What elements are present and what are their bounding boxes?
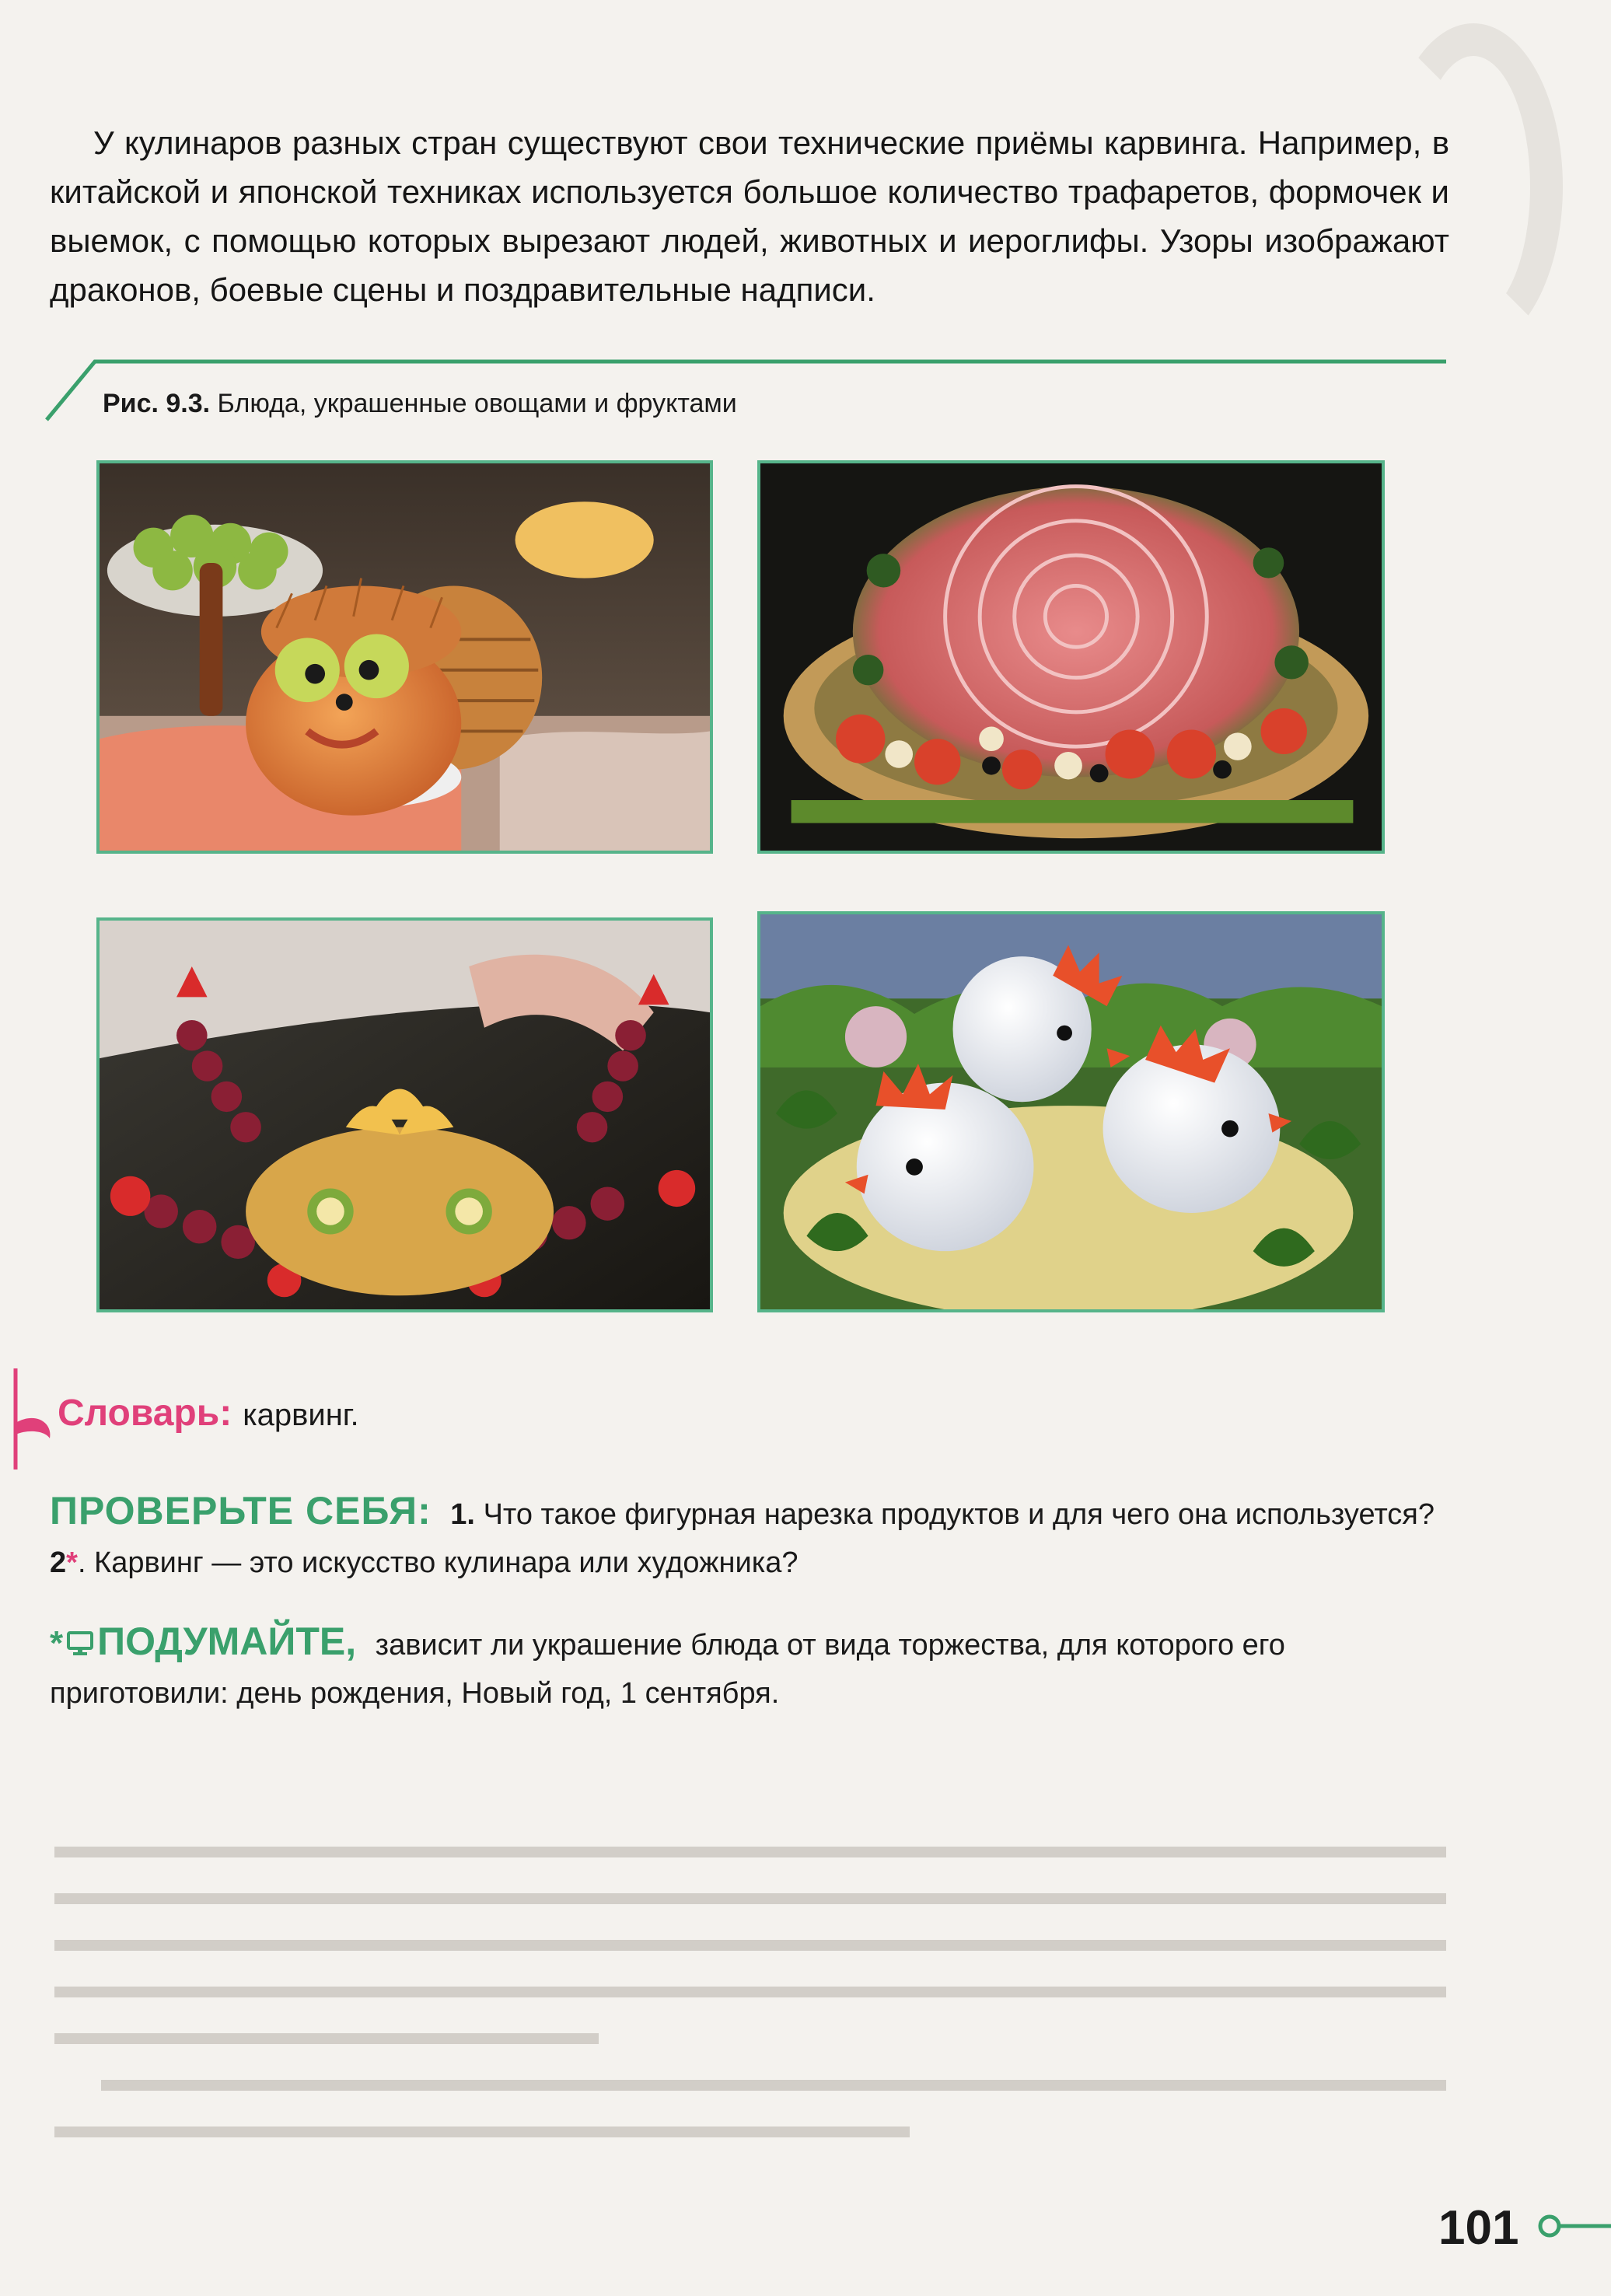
dictionary-label: Словарь:	[58, 1393, 232, 1434]
photo-carved-watermelon	[757, 460, 1385, 854]
photo-fruit-bouquet	[96, 917, 713, 1312]
dictionary-marker-icon	[5, 1368, 59, 1470]
check-yourself-block	[50, 1487, 1449, 1587]
think-star: *	[50, 1624, 64, 1662]
photo-melon-owl	[96, 460, 713, 854]
think-text: зависит ли украшение блюда от вида торжества, для которого его приготовили: день рождения, Новый год, 1 сентября.	[50, 1629, 1285, 1710]
question-2-star: *	[66, 1546, 78, 1579]
question-2-text: . Карвинг — это искусство кулинара или художника?	[77, 1546, 799, 1579]
figure-caption	[103, 389, 737, 419]
check-yourself-label: ПРОВЕРЬТЕ СЕБЯ:	[50, 1489, 432, 1532]
question-1-number: 1.	[450, 1498, 475, 1531]
computer-monitor-icon	[66, 1630, 94, 1657]
dictionary-term: карвинг.	[243, 1398, 359, 1432]
intro-paragraph: У кулинаров разных стран существуют свои технические приёмы карвинга. Например, в китайской и японской техниках используется большое количество трафаретов, формочек и выемок, с помощью которых вырезают людей, животных и иероглифы. Узоры изображают драконов, боевые сцены и поздравительные надписи.	[50, 124, 1449, 308]
figure-number: Рис. 9.3.	[103, 389, 211, 418]
figure-caption-text: Блюда, украшенные овощами и фруктами	[217, 389, 737, 418]
question-1-text: Что такое фигурная нарезка продуктов и для чего она используется?	[483, 1498, 1435, 1531]
reverse-page-bleed	[54, 1823, 1454, 2273]
page-number: 101	[1438, 2201, 1519, 2255]
photo-egg-chicks	[757, 911, 1385, 1312]
page-number-marker	[1536, 2207, 1611, 2245]
think-block	[50, 1617, 1449, 1718]
bleed-lines	[54, 1823, 1454, 2259]
question-2-number: 2	[50, 1546, 67, 1579]
dictionary-line	[58, 1392, 359, 1435]
think-label: ПОДУМАЙТЕ,	[97, 1620, 357, 1663]
